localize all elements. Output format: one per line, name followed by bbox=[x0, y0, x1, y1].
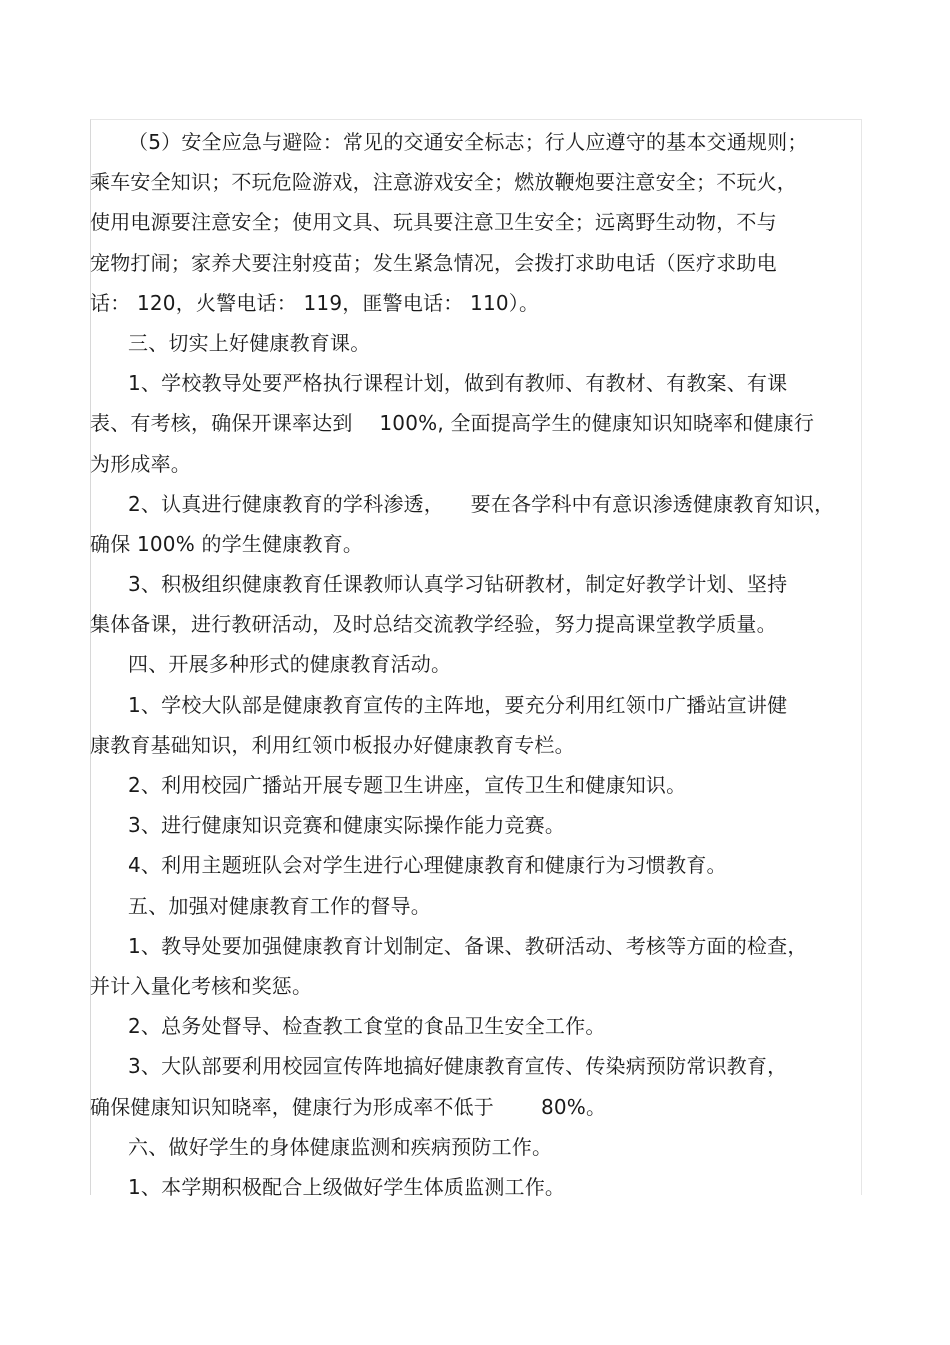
text-line: 1、学校教导处要严格执行课程计划，做到有教师、有教材、有教案、有课 bbox=[128, 371, 788, 396]
text-line: 并计入量化考核和奖惩。 bbox=[90, 973, 313, 998]
section-heading: 三、切实上好健康教育课。 bbox=[128, 330, 371, 355]
text-line: 3、进行健康知识竞赛和健康实际操作能力竞赛。 bbox=[128, 813, 566, 838]
text-line: 使用电源要注意安全；使用文具、玩具要注意卫生安全；远离野生动物，不与 bbox=[90, 210, 777, 235]
document-body bbox=[90, 122, 842, 1207]
section-heading: 四、开展多种形式的健康教育活动。 bbox=[128, 652, 452, 677]
text-line: 宠物打闹；家养犬要注射疫苗；发生紧急情况，会拨打求助电话（医疗求助电 bbox=[90, 250, 777, 275]
text-line: 1、教导处要加强健康教育计划制定、备课、教研活动、考核等方面的检查， bbox=[128, 933, 808, 958]
text-line: 2、认真进行健康教育的学科渗透， 要在各学科中有意识渗透健康教育知识， bbox=[128, 491, 835, 516]
text-line: 乘车安全知识；不玩危险游戏，注意游戏安全；燃放鞭炮要注意安全；不玩火， bbox=[90, 170, 797, 195]
text-line: 康教育基础知识，利用红领巾板报办好健康教育专栏。 bbox=[90, 732, 575, 757]
text-line: 2、利用校园广播站开展专题卫生讲座，宣传卫生和健康知识。 bbox=[128, 773, 687, 797]
text-line: （5）安全应急与避险：常见的交通安全标志；行人应遵守的基本交通规则； bbox=[128, 130, 808, 154]
text-line: 话： 120，火警电话： 119，匪警电话： 110）。 bbox=[90, 290, 540, 315]
text-line: 集体备课，进行教研活动，及时总结交流教学经验，努力提高课堂教学质量。 bbox=[90, 612, 777, 637]
text-line: 表、有考核，确保开课率达到 100%, 全面提高学生的健康知识知晓率和健康行 bbox=[90, 411, 815, 436]
text-line: 3、大队部要利用校园宣传阵地搞好健康教育宣传、传染病预防常识教育， bbox=[128, 1054, 788, 1079]
text-line: 4、利用主题班队会对学生进行心理健康教育和健康行为习惯教育。 bbox=[128, 853, 727, 878]
text-line: 3、积极组织健康教育任课教师认真学习钻研教材，制定好教学计划、坚持 bbox=[128, 572, 788, 597]
text-line: 确保 100% 的学生健康教育。 bbox=[90, 531, 364, 556]
text-line: 2、总务处督导、检查教工食堂的食品卫生安全工作。 bbox=[128, 1014, 606, 1039]
section-heading: 五、加强对健康教育工作的督导。 bbox=[128, 893, 431, 918]
text-line: 为形成率。 bbox=[90, 451, 191, 476]
text-line: 确保健康知识知晓率，健康行为形成率不低于 80%。 bbox=[90, 1094, 607, 1119]
text-line: 1、本学期积极配合上级做好学生体质监测工作。 bbox=[128, 1174, 566, 1199]
section-heading: 六、做好学生的身体健康监测和疾病预防工作。 bbox=[128, 1134, 553, 1159]
text-line: 1、学校大队部是健康教育宣传的主阵地，要充分利用红领巾广播站宣讲健 bbox=[128, 692, 788, 717]
